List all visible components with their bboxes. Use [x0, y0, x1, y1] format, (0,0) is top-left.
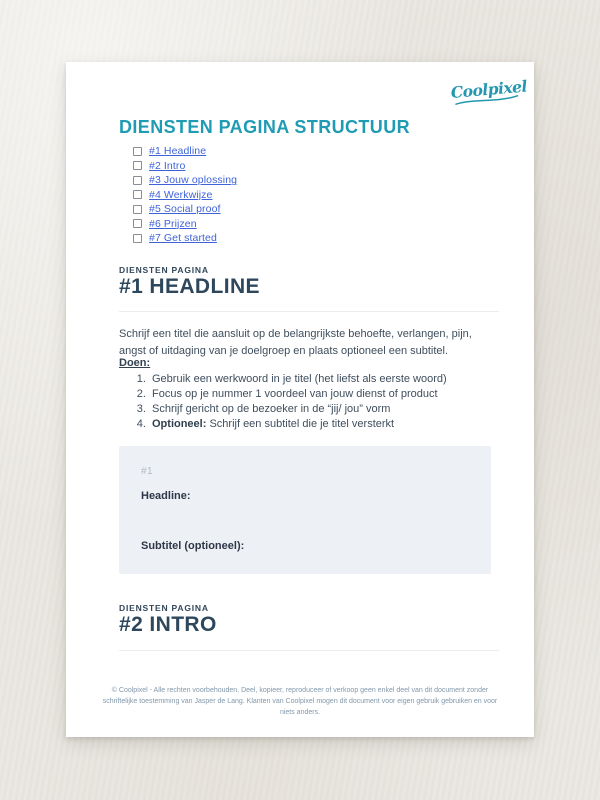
checkbox-icon[interactable]	[133, 205, 142, 214]
headline-field-label: Headline:	[141, 490, 191, 502]
worksheet-box	[119, 446, 491, 574]
list-item	[133, 217, 237, 232]
list-item	[133, 202, 237, 217]
list-item	[133, 159, 237, 174]
section1-paragraph: Schrijf een titel die aansluit op de belangrijkste behoefte, verlangen, pijn, angst of uitdaging van je doelgroep en plaats optioneel een subtitel.	[119, 328, 472, 357]
toc-link-prijzen[interactable]: #6 Prijzen	[149, 217, 197, 230]
document-page	[66, 62, 534, 737]
coolpixel-logo	[450, 76, 528, 107]
section1-heading: #1 HEADLINE	[119, 275, 260, 298]
toc-link-intro[interactable]: #2 Intro	[149, 159, 186, 172]
section2-heading: #2 INTRO	[119, 613, 217, 636]
todo-item: 4. Optioneel: Schrijf een subtitel die je titel versterkt	[149, 417, 499, 432]
toc-link-get-started[interactable]: #7 Get started	[149, 232, 217, 245]
list-item	[133, 173, 237, 188]
coolpixel-logo-text: Coolpixel	[450, 76, 528, 103]
toc-link-social-proof[interactable]: #5 Social proof	[149, 203, 221, 216]
checkbox-icon[interactable]	[133, 234, 142, 243]
table-of-contents-checklist	[133, 144, 237, 246]
checkbox-icon[interactable]	[133, 176, 142, 185]
divider	[119, 311, 499, 312]
list-item	[133, 188, 237, 203]
todo-item: 3. Schrijf gericht op de bezoeker in de “jij/ jou” vorm	[149, 402, 499, 417]
toc-link-werkwijze[interactable]: #4 Werkwijze	[149, 188, 213, 201]
worksheet-number: #1	[141, 466, 154, 477]
list-item	[133, 231, 237, 246]
section2-eyebrow: DIENSTEN PAGINA	[119, 603, 209, 613]
toc-link-jouw-oplossing[interactable]: #3 Jouw oplossing	[149, 174, 238, 187]
page-title: DIENSTEN PAGINA STRUCTUUR	[119, 117, 411, 137]
subtitle-field-label: Subtitel (optioneel):	[141, 540, 245, 552]
checkbox-icon[interactable]	[133, 147, 142, 156]
checkbox-icon[interactable]	[133, 219, 142, 228]
todo-item: 2. Focus op je nummer 1 voordeel van jouw dienst of product	[149, 387, 499, 402]
checkbox-icon[interactable]	[133, 161, 142, 170]
todo-item: 1. Gebruik een werkwoord in je titel (het liefst als eerste woord)	[149, 372, 499, 387]
divider	[119, 650, 499, 651]
todo-label: Doen:	[119, 357, 151, 369]
list-item	[133, 144, 237, 159]
checkbox-icon[interactable]	[133, 190, 142, 199]
section1-eyebrow: DIENSTEN PAGINA	[119, 265, 209, 275]
toc-link-headline[interactable]: #1 Headline	[149, 145, 207, 158]
todo-list	[119, 372, 499, 432]
copyright-footer: © Coolpixel - Alle rechten voorbehouden. Deel, kopieer, reproduceer of verkoop geen enkel deel van dit document zonder schriftelijke toestemming van Jasper de Lang. Klanten van Coolpixel mogen dit document voor eigen gebruik gebruiken en voor niets anders.	[102, 687, 498, 716]
